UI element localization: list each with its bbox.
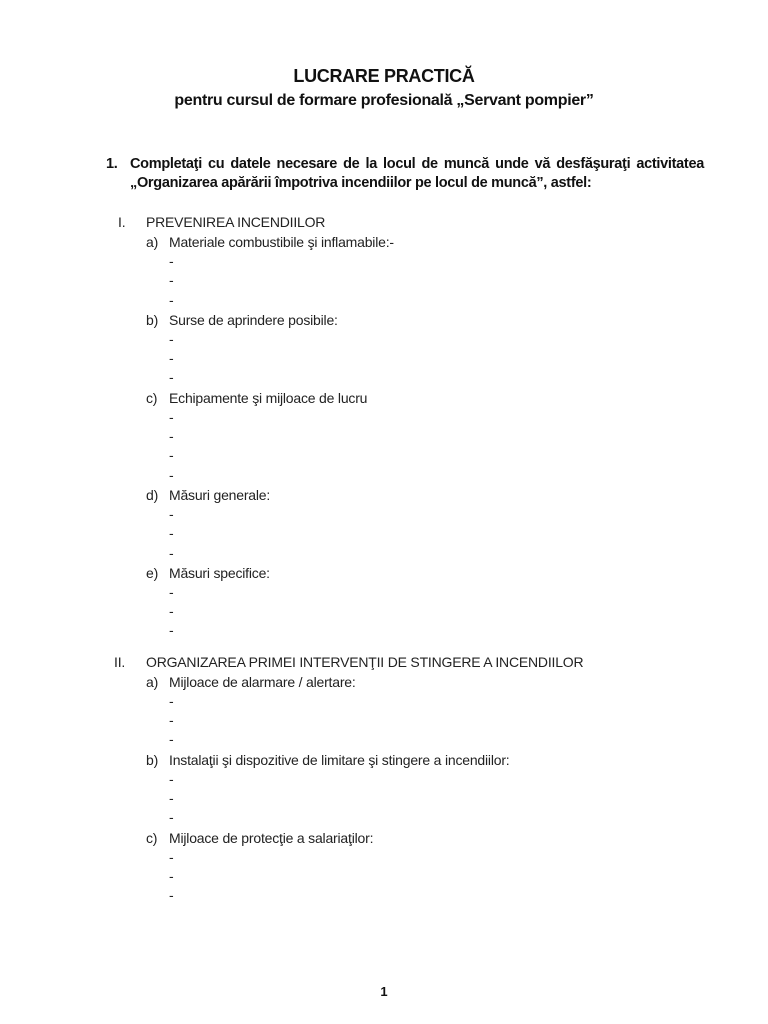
- blank-entry-line: [0, 867, 768, 886]
- blank-entry-line: [0, 427, 768, 446]
- dash-marker: -: [169, 272, 174, 289]
- item-letter: e): [146, 564, 159, 581]
- blank-entry-line: [0, 408, 768, 427]
- list-item: [0, 672, 768, 692]
- task-text-line-1: Completaţi cu datele necesare de la locul de muncă unde vă desfăşuraţi activitatea: [130, 156, 704, 172]
- dash-marker: -: [169, 692, 174, 709]
- blank-entry-line: [0, 252, 768, 271]
- item-letter: c): [146, 829, 158, 846]
- item-letter: a): [146, 234, 159, 250]
- blank-entry-line: [0, 330, 768, 349]
- section-heading: [0, 652, 768, 672]
- dash-marker: -: [169, 622, 174, 639]
- blank-entry-line: [0, 349, 768, 368]
- item-title: Mijloace de protecţie a salariaţilor:: [169, 829, 374, 846]
- item-title: Materiale combustibile şi inflamabile:-: [169, 234, 394, 250]
- dash-marker: -: [169, 544, 174, 561]
- blank-entry-line: [0, 544, 768, 563]
- section-heading: [0, 212, 768, 232]
- list-item: [0, 828, 768, 848]
- section-title: ORGANIZAREA PRIMEI INTERVENŢII DE STINGERE A INCENDIILOR: [146, 653, 584, 670]
- dash-marker: -: [169, 525, 174, 542]
- task-text-line-2: „Organizarea apărării împotriva incendiilor pe locul de muncă”, astfel:: [130, 175, 592, 191]
- list-item: [0, 310, 768, 330]
- item-title: Surse de aprindere posibile:: [169, 311, 338, 328]
- blank-entry-line: [0, 368, 768, 387]
- dash-marker: -: [169, 447, 174, 464]
- dash-marker: -: [169, 408, 174, 425]
- dash-marker: -: [169, 583, 174, 600]
- dash-marker: -: [169, 789, 174, 806]
- blank-entry-line: [0, 466, 768, 485]
- dash-marker: -: [169, 466, 174, 483]
- blank-entry-line: [0, 291, 768, 310]
- dash-marker: -: [169, 428, 174, 445]
- dash-marker: -: [169, 887, 174, 904]
- item-letter: a): [146, 673, 159, 690]
- blank-entry-line: [0, 602, 768, 621]
- item-letter: d): [146, 486, 159, 503]
- blank-entry-line: [0, 271, 768, 290]
- blank-entry-line: [0, 848, 768, 867]
- list-item: [0, 750, 768, 770]
- dash-marker: -: [169, 330, 174, 347]
- section-spacer: [0, 641, 768, 652]
- dash-marker: -: [169, 603, 174, 620]
- dash-marker: -: [169, 809, 174, 826]
- blank-entry-line: [0, 808, 768, 827]
- dash-marker: -: [169, 369, 174, 386]
- item-letter: b): [146, 311, 159, 328]
- dash-marker: -: [169, 291, 174, 308]
- dash-marker: -: [169, 848, 174, 865]
- dash-marker: -: [169, 350, 174, 367]
- blank-entry-line: [0, 692, 768, 711]
- blank-entry-line: [0, 886, 768, 905]
- blank-entry-line: [0, 446, 768, 465]
- dash-marker: -: [169, 770, 174, 787]
- page-number: 1: [380, 984, 388, 999]
- section-numeral: II.: [114, 653, 126, 670]
- item-title: Instalaţii şi dispozitive de limitare şi stingere a incendiilor:: [169, 751, 510, 768]
- blank-entry-line: [0, 770, 768, 789]
- section-title: PREVENIREA INCENDIILOR: [146, 214, 326, 230]
- blank-entry-line: [0, 583, 768, 602]
- item-title: Măsuri specifice:: [169, 564, 270, 581]
- dash-marker: -: [169, 253, 174, 269]
- blank-entry-line: [0, 524, 768, 543]
- document-subtitle: pentru cursul de formare profesională „Servant pompier”: [174, 92, 594, 109]
- list-item: [0, 232, 768, 252]
- dash-marker: -: [169, 712, 174, 729]
- dash-marker: -: [169, 505, 174, 522]
- dash-marker: -: [169, 867, 174, 884]
- list-item: [0, 388, 768, 408]
- blank-entry-line: [0, 789, 768, 808]
- item-letter: b): [146, 751, 159, 768]
- item-title: Măsuri generale:: [169, 486, 271, 503]
- blank-entry-line: [0, 730, 768, 749]
- blank-entry-line: [0, 711, 768, 730]
- dash-marker: -: [169, 731, 174, 748]
- list-item: [0, 563, 768, 583]
- document-title: LUCRARE PRACTICĂ: [293, 66, 475, 86]
- section-numeral: I.: [118, 214, 126, 230]
- blank-entry-line: [0, 621, 768, 640]
- item-title: Mijloace de alarmare / alertare:: [169, 673, 356, 690]
- blank-entry-line: [0, 505, 768, 524]
- list-item: [0, 485, 768, 505]
- item-letter: c): [146, 389, 158, 406]
- task-number: 1.: [106, 156, 118, 172]
- form-sections: [0, 212, 768, 905]
- item-title: Echipamente şi mijloace de lucru: [169, 389, 368, 406]
